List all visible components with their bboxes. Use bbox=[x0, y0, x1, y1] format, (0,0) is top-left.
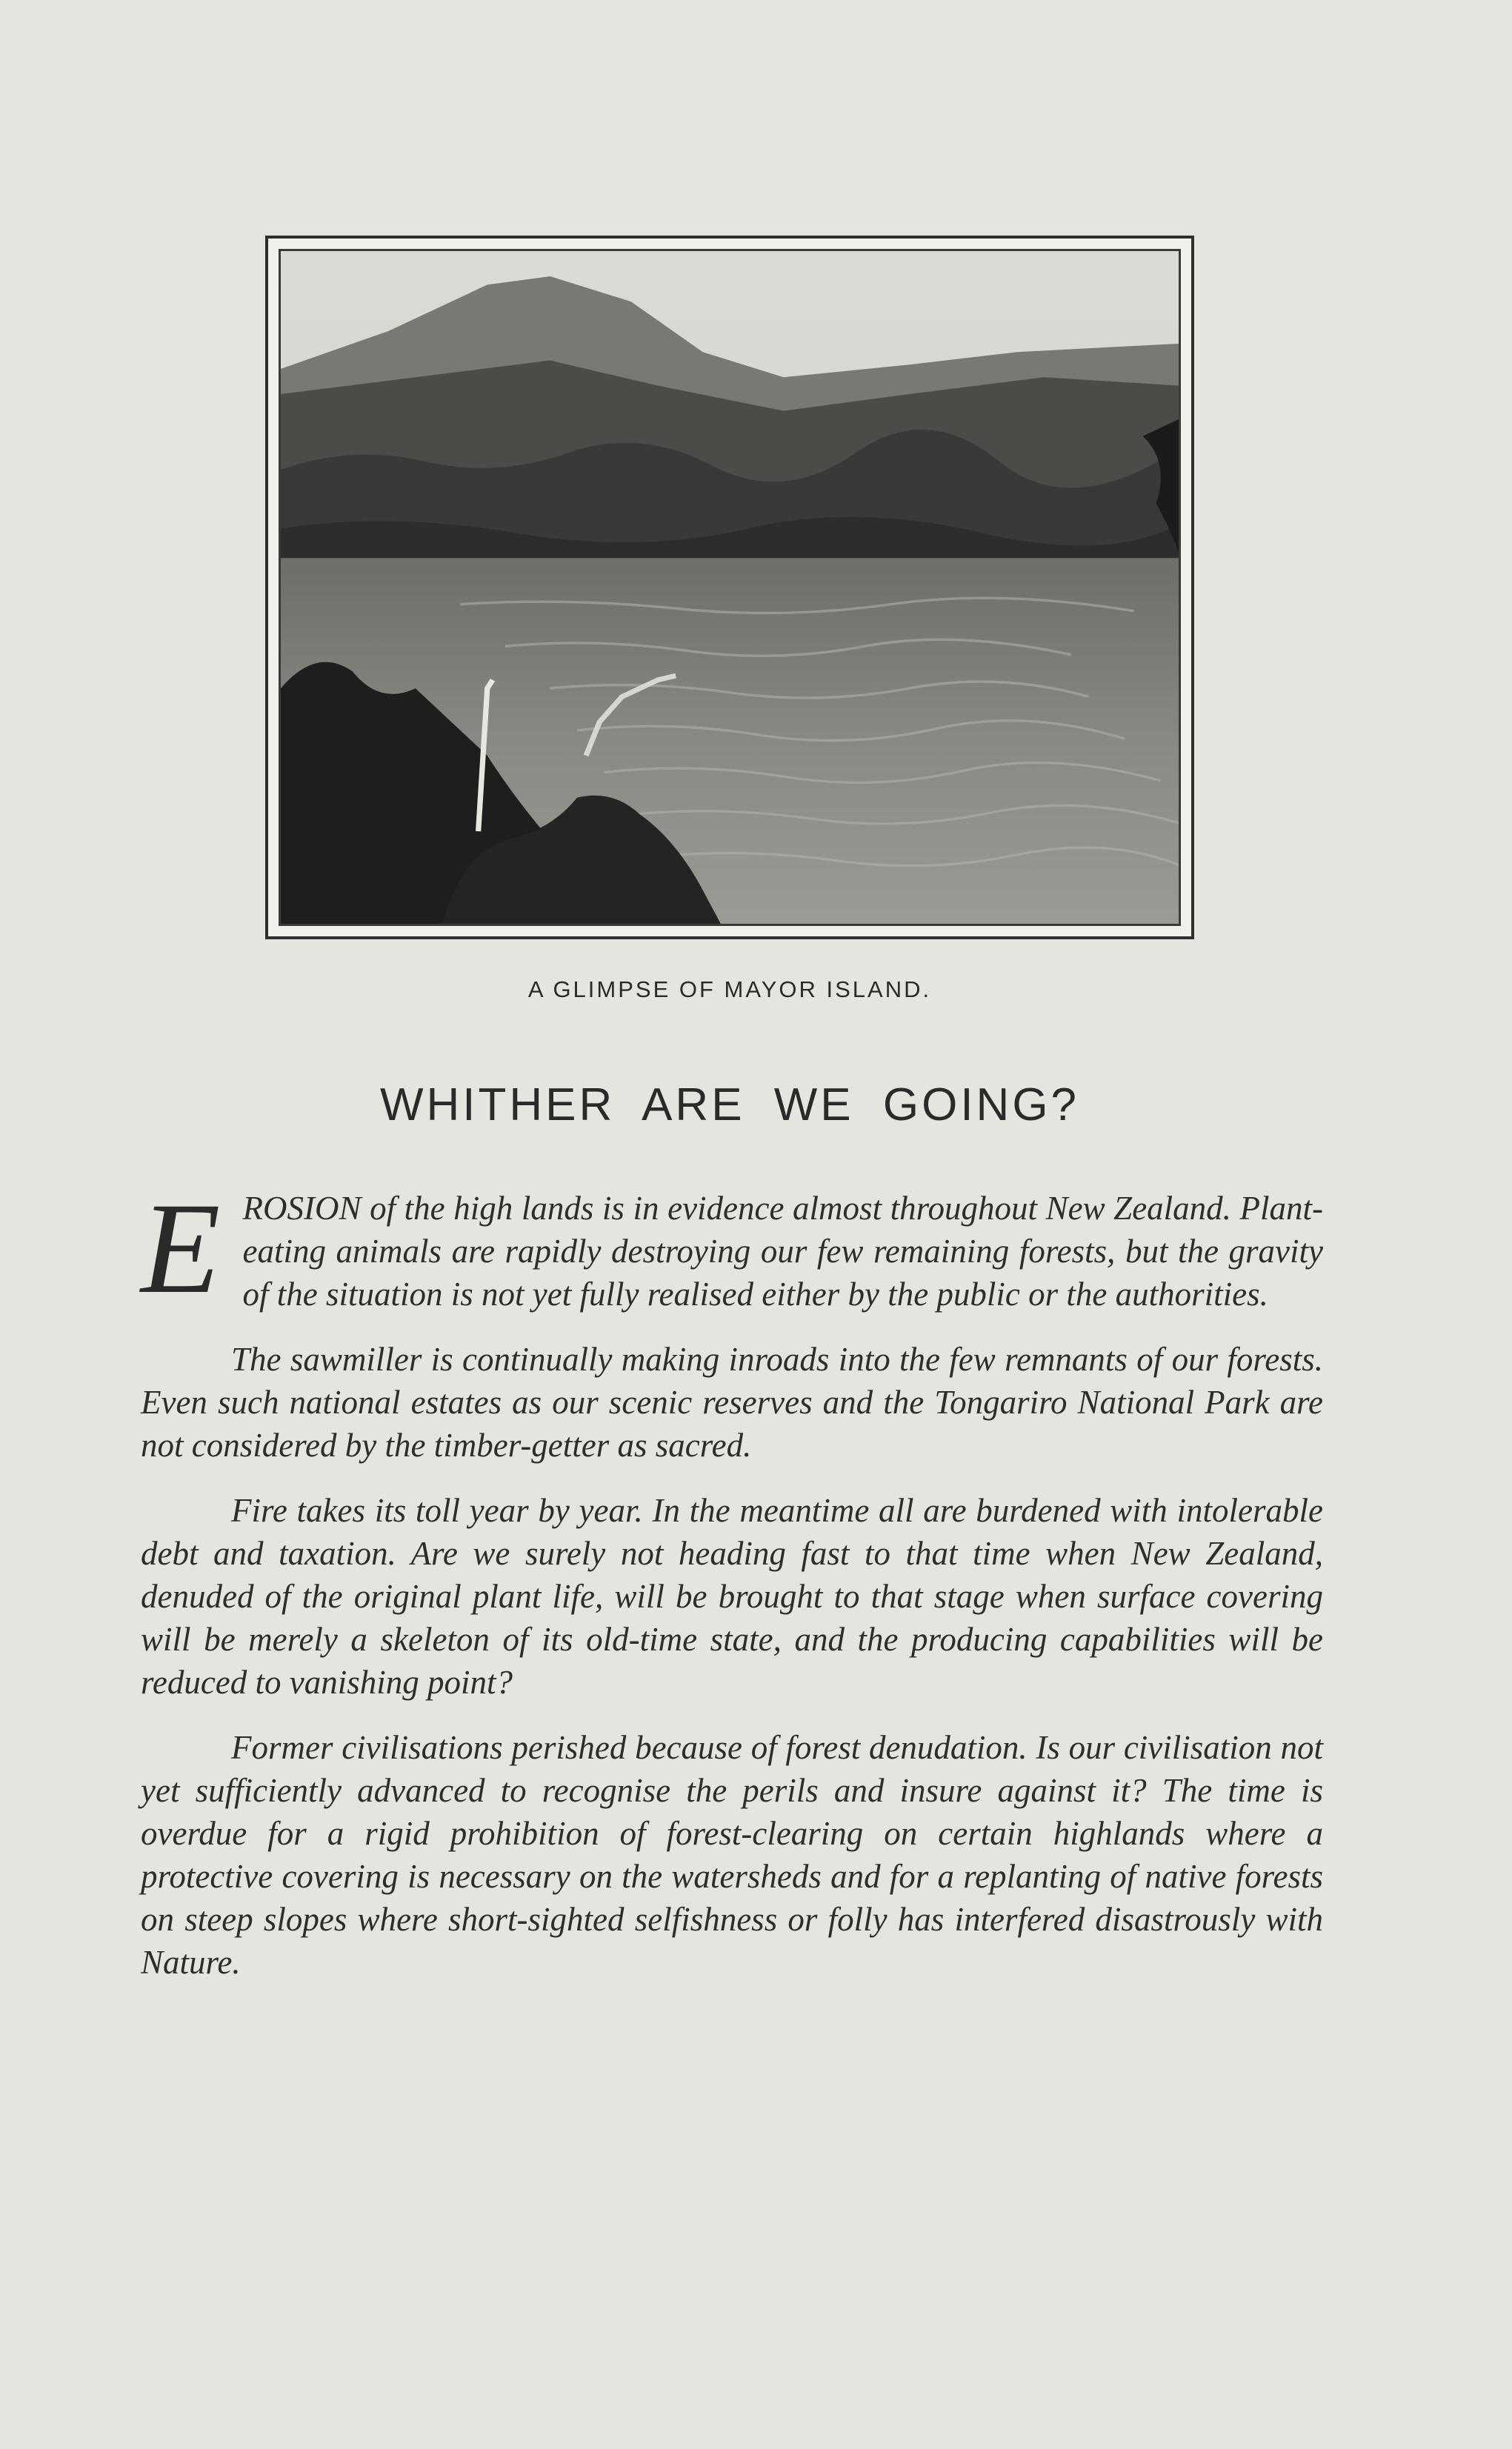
article-body bbox=[141, 1176, 1323, 2006]
paragraph-3: Fire takes its toll year by year. In the meantime all are burdened with intolerable debt and taxation. Are we surely not heading fast to that time when New Zealand, denuded of the original plant life, will be brought to that stage when surface covering will be merely a skeleton of its old-time state, and the producing capabilities will be reduced to vanishing point? bbox=[141, 1492, 1323, 1701]
photo-caption: A GLIMPSE OF MAYOR ISLAND. bbox=[527, 976, 932, 1002]
drop-cap: E bbox=[141, 1176, 221, 1321]
photo-frame bbox=[265, 236, 1194, 939]
lake-landscape-photo bbox=[279, 249, 1181, 926]
paragraph-2: The sawmiller is continually making inroads into the few remnants of our forests. Even such national estates as our scenic reserves and the Tongariro National Park are not considered by the timber-getter as sacred. bbox=[141, 1341, 1323, 1464]
paragraph-1-text: ROSION of the high lands is in evidence almost throughout New Zealand. Plant-eating animals are rapidly destroying our few remaining forests, but the gravity of the situation is not yet fully realised either by the public or the authorities. bbox=[242, 1190, 1323, 1313]
paragraph-1 bbox=[141, 1176, 1323, 1321]
photo-illustration bbox=[281, 251, 1179, 924]
article-heading: WHITHER ARE WE GOING? bbox=[379, 1079, 1080, 1130]
paragraph-4: Former civilisations perished because of forest denudation. Is our civilisation not yet sufficiently advanced to recognise the perils and insure against it? The time is overdue for a rigid prohibition of forest-clearing on certain highlands where a protective covering is necessary on the watersheds and for a replanting of native forests on steep slopes where short-sighted selfishness or folly has interfered disastrously with Nature. bbox=[141, 1729, 1323, 1981]
